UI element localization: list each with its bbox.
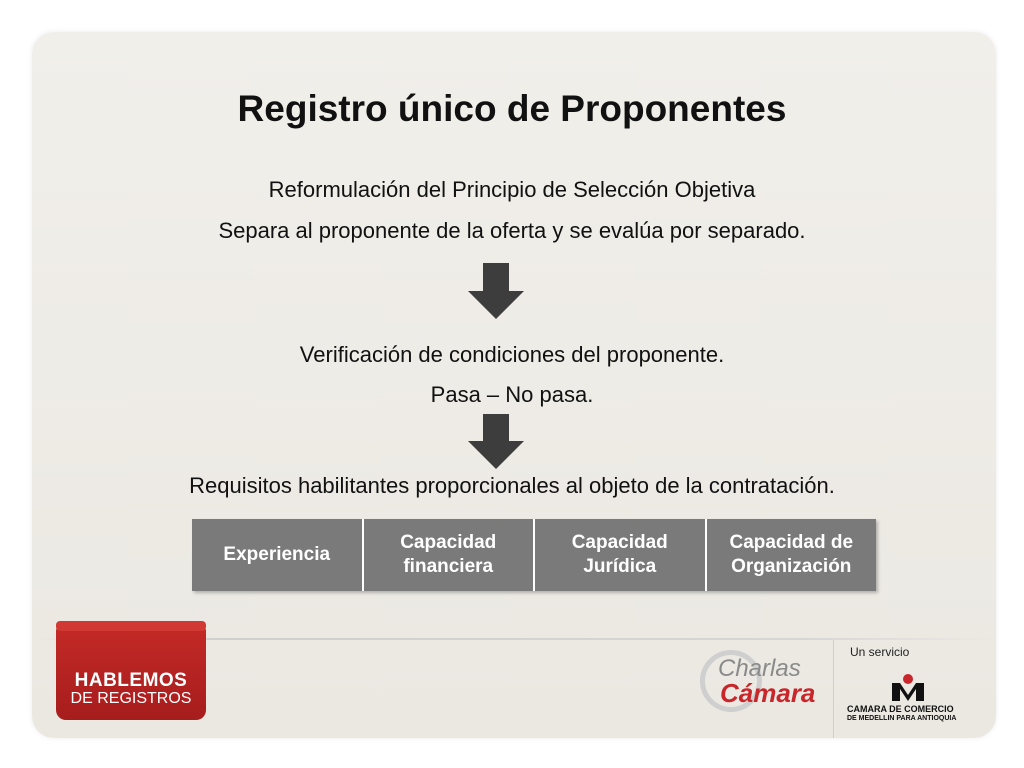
table-cell-experiencia: Experiencia <box>192 519 362 591</box>
charlas-logo-bottom: Cámara <box>720 678 816 708</box>
text-pass-fail: Pasa – No pasa. <box>430 382 594 407</box>
table-cell-capacidad-juridica: Capacidad Jurídica <box>535 519 705 591</box>
camara-comercio-subtitle: DE MEDELLIN PARA ANTIOQUIA <box>847 715 957 722</box>
table-cell-capacidad-organizacion: Capacidad de Organización <box>707 519 877 591</box>
down-arrow-icon <box>466 414 526 470</box>
requirements-table <box>192 519 876 591</box>
text-verification: Verificación de condiciones del proponente. <box>299 342 725 367</box>
slide-title: Registro único de Proponentes <box>237 88 787 129</box>
badge-subtitle: DE REGISTROS <box>70 690 192 707</box>
text-separation: Separa al proponente de la oferta y se evalúa por separado. <box>218 218 806 243</box>
table-cell-capacidad-financiera: Capacidad financiera <box>364 519 534 591</box>
camara-comercio-logo-icon <box>890 673 926 703</box>
footer-separator <box>833 640 834 738</box>
text-principle: Reformulación del Principio de Selección Objetiva <box>268 177 756 202</box>
service-label: Un servicio <box>850 645 910 659</box>
charlas-logo-top: Charlas <box>718 655 801 682</box>
text-requirements: Requisitos habilitantes proporcionales al objeto de la contratación. <box>189 473 835 498</box>
badge-ribbon <box>56 621 206 631</box>
camara-comercio-name: CAMARA DE COMERCIO <box>847 704 954 714</box>
down-arrow-icon <box>466 263 526 321</box>
badge-title: HABLEMOS <box>74 670 188 691</box>
